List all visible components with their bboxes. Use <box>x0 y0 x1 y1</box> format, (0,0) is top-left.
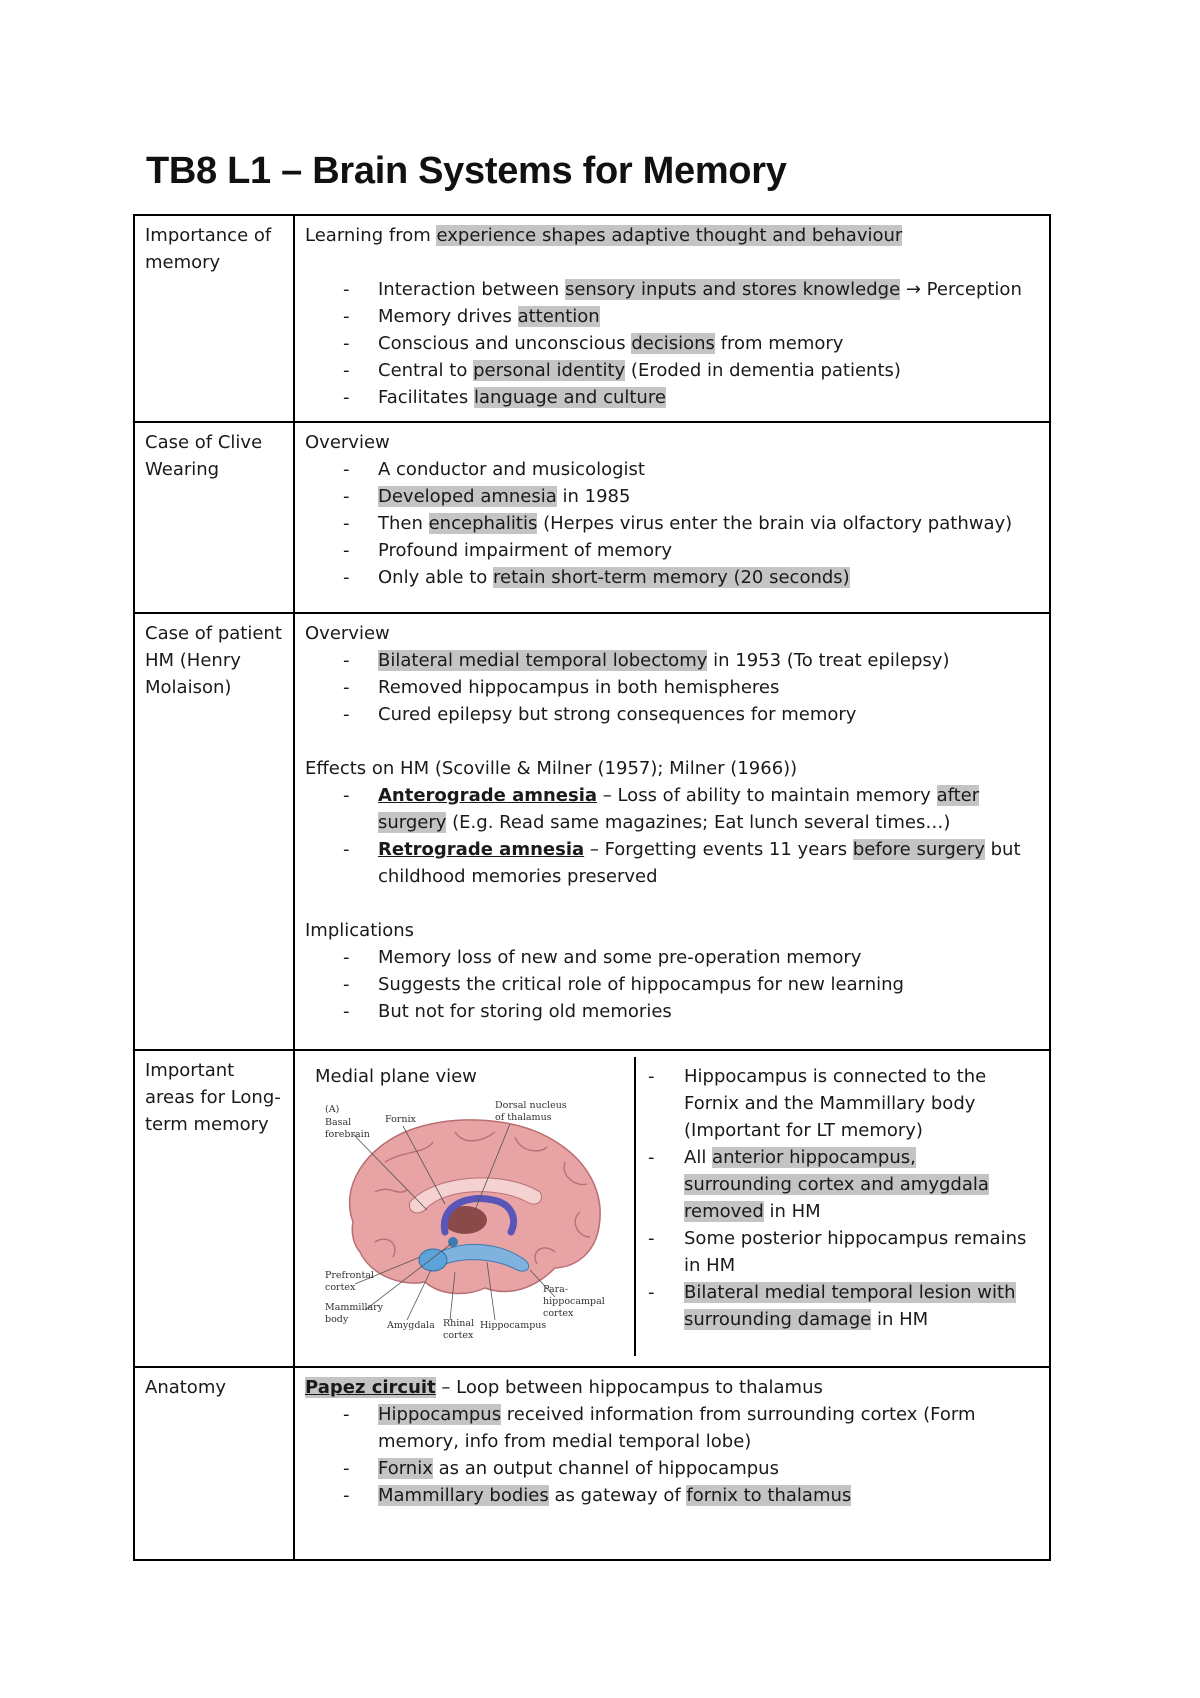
brain-hemisphere <box>350 1120 601 1294</box>
row-content <box>294 1367 1050 1560</box>
panel-label: (A) <box>325 1104 340 1115</box>
bullet-list <box>305 276 1039 411</box>
svg-text:Amygdala: Amygdala <box>387 1320 435 1331</box>
list-item: - But not for storing old memories <box>305 998 1039 1025</box>
section-heading: Overview <box>305 432 390 453</box>
list-item: - All anterior hippocampus, surrounding cortex and amygdala removed in HM <box>646 1144 1029 1225</box>
row-content <box>294 1050 1050 1367</box>
row-content <box>294 215 1050 422</box>
table-row <box>134 422 1050 613</box>
bullet-list <box>305 782 1039 890</box>
row-label: Case of patient HM (Henry Molaison) <box>134 613 294 1050</box>
list-item: - Profound impairment of memory <box>305 537 1039 564</box>
intro-line: Learning from experience shapes adaptive thought and behaviour <box>305 225 903 246</box>
svg-text:cortex: cortex <box>443 1330 474 1341</box>
svg-text:cortex: cortex <box>325 1282 356 1293</box>
notes-table <box>133 214 1051 1561</box>
bullet-list <box>305 1401 1039 1509</box>
list-item: - Bilateral medial temporal lobectomy in 1953 (To treat epilepsy) <box>305 647 1039 674</box>
list-item: - Only able to retain short-term memory (20 seconds) <box>305 564 1039 591</box>
list-item: - Facilitates language and culture <box>305 384 1039 411</box>
svg-text:of thalamus: of thalamus <box>495 1112 552 1123</box>
list-item: - Bilateral medial temporal lesion with surrounding damage in HM <box>646 1279 1029 1333</box>
svg-text:cortex: cortex <box>543 1308 574 1319</box>
list-item: - Memory loss of new and some pre-operation memory <box>305 944 1039 971</box>
table-row <box>134 613 1050 1050</box>
svg-text:Mammillary: Mammillary <box>325 1302 384 1313</box>
intro-line: Papez circuit – Loop between hippocampus to thalamus <box>305 1377 823 1398</box>
list-item: - Memory drives attention <box>305 303 1039 330</box>
svg-text:Prefrontal: Prefrontal <box>325 1270 374 1281</box>
figure-title: Medial plane view <box>315 1066 477 1087</box>
svg-text:Para-: Para- <box>543 1284 569 1295</box>
bullet-list <box>305 647 1039 728</box>
list-item: - Some posterior hippocampus remains in HM <box>646 1225 1029 1279</box>
term: Anterograde amnesia <box>378 785 598 806</box>
svg-text:Hippocampus: Hippocampus <box>480 1320 547 1331</box>
svg-text:Rhinal: Rhinal <box>443 1318 475 1329</box>
row-label: Importance of memory <box>134 215 294 422</box>
svg-text:Fornix: Fornix <box>385 1114 416 1125</box>
row-content <box>294 422 1050 613</box>
svg-text:forebrain: forebrain <box>325 1129 370 1140</box>
list-item: - Hippocampus is connected to the Fornix and the Mammillary body (Important for LT memory) <box>646 1063 1029 1144</box>
list-item: - Retrograde amnesia – Forgetting events 11 years before surgery but childhood memories preserved <box>305 836 1039 890</box>
table-row <box>134 1050 1050 1367</box>
term: Retrograde amnesia <box>378 839 585 860</box>
section-heading: Effects on HM (Scoville & Milner (1957); Milner (1966)) <box>305 758 798 779</box>
row-label: Important areas for Long-term memory <box>134 1050 294 1367</box>
amygdala-shape <box>419 1249 447 1271</box>
list-item: - Developed amnesia in 1985 <box>305 483 1039 510</box>
row-label: Case of Clive Wearing <box>134 422 294 613</box>
list-item: - Cured epilepsy but strong consequences for memory <box>305 701 1039 728</box>
bullet-list <box>305 456 1039 591</box>
table-row <box>134 1367 1050 1560</box>
row-label: Anatomy <box>134 1367 294 1560</box>
section-heading: Implications <box>305 920 415 941</box>
bullet-list <box>646 1063 1029 1333</box>
svg-text:Basal: Basal <box>325 1117 352 1128</box>
table-row <box>134 215 1050 422</box>
list-item: - Conscious and unconscious decisions from memory <box>305 330 1039 357</box>
figure-cell <box>305 1057 636 1356</box>
list-item: - Fornix as an output channel of hippocampus <box>305 1455 1039 1482</box>
row-content <box>294 613 1050 1050</box>
list-item: - Anterograde amnesia – Loss of ability to maintain memory after surgery (E.g. Read same magazines; Eat lunch several times…) <box>305 782 1039 836</box>
list-item: - Hippocampus received information from surrounding cortex (Form memory, info from medial temporal lobe) <box>305 1401 1039 1455</box>
term: Papez circuit <box>305 1377 436 1398</box>
list-item: - A conductor and musicologist <box>305 456 1039 483</box>
figure-notes-cell <box>636 1057 1039 1356</box>
svg-text:Dorsal nucleus: Dorsal nucleus <box>495 1100 567 1111</box>
svg-text:body: body <box>325 1314 349 1325</box>
list-item: - Suggests the critical role of hippocampus for new learning <box>305 971 1039 998</box>
list-item: - Mammillary bodies as gateway of fornix to thalamus <box>305 1482 1039 1509</box>
list-item: - Then encephalitis (Herpes virus enter the brain via olfactory pathway) <box>305 510 1039 537</box>
page-title: TB8 L1 – Brain Systems for Memory <box>146 150 787 192</box>
section-heading: Overview <box>305 623 390 644</box>
brain-medial-view-figure <box>315 1092 615 1342</box>
list-item: - Interaction between sensory inputs and stores knowledge → Perception <box>305 276 1039 303</box>
bullet-list <box>305 944 1039 1025</box>
list-item: - Removed hippocampus in both hemispheres <box>305 674 1039 701</box>
svg-text:hippocampal: hippocampal <box>543 1296 605 1307</box>
list-item: - Central to personal identity (Eroded in dementia patients) <box>305 357 1039 384</box>
